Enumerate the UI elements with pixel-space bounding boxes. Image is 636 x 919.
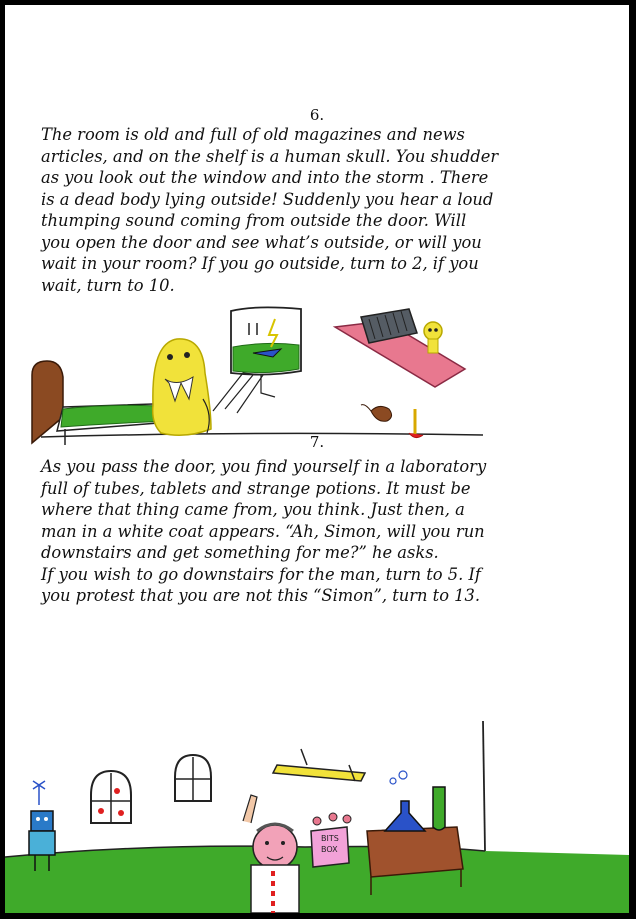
text-line: you protest that you are not this “Simon”, turn to 13. — [41, 586, 481, 605]
text-line: The room is old and full of old magazines and news — [41, 125, 465, 144]
text-line: wait in your room? If you go outside, turn to 2, if you — [41, 254, 479, 273]
text-line: As you pass the door, you find yourself in a laboratory — [41, 457, 487, 476]
text-line: downstairs and get something for me?” he asks. — [41, 543, 439, 562]
bits-box-drawing — [311, 813, 351, 867]
text-line: where that thing came from, you think. Just then, a — [41, 500, 465, 519]
text-line: man in a white coat appears. “Ah, Simon, will you run — [41, 521, 485, 541]
text-line: full of tubes, tablets and strange potions. It must be — [41, 478, 471, 498]
bits-box-label: BITS — [321, 834, 339, 843]
lab-wall-line — [483, 721, 485, 851]
text-line: you open the door and see what’s outside, or will you — [41, 232, 482, 252]
laboratory-illustration — [5, 5, 629, 913]
text-line: thumping sound coming from outside the door. Will — [41, 211, 467, 230]
text-line: articles, and on the shelf is a human skull. You shudder — [41, 146, 499, 166]
text-line: If you wish to go downstairs for the man, turn to 5. If — [41, 564, 481, 584]
section-number-7: 7. — [309, 433, 325, 451]
storybook-page — [5, 5, 629, 913]
text-line: as you look out the window and into the storm . There — [41, 168, 489, 187]
wall-shelf-drawing — [273, 749, 365, 781]
section-number-6: 6. — [309, 106, 325, 124]
text-line: is a dead body lying outside! Suddenly you hear a loud — [41, 189, 494, 209]
window-drawing — [175, 755, 211, 801]
text-line: wait, turn to 10. — [41, 275, 175, 295]
bits-box-label: BOX — [321, 845, 338, 854]
window-drawing — [91, 771, 131, 823]
